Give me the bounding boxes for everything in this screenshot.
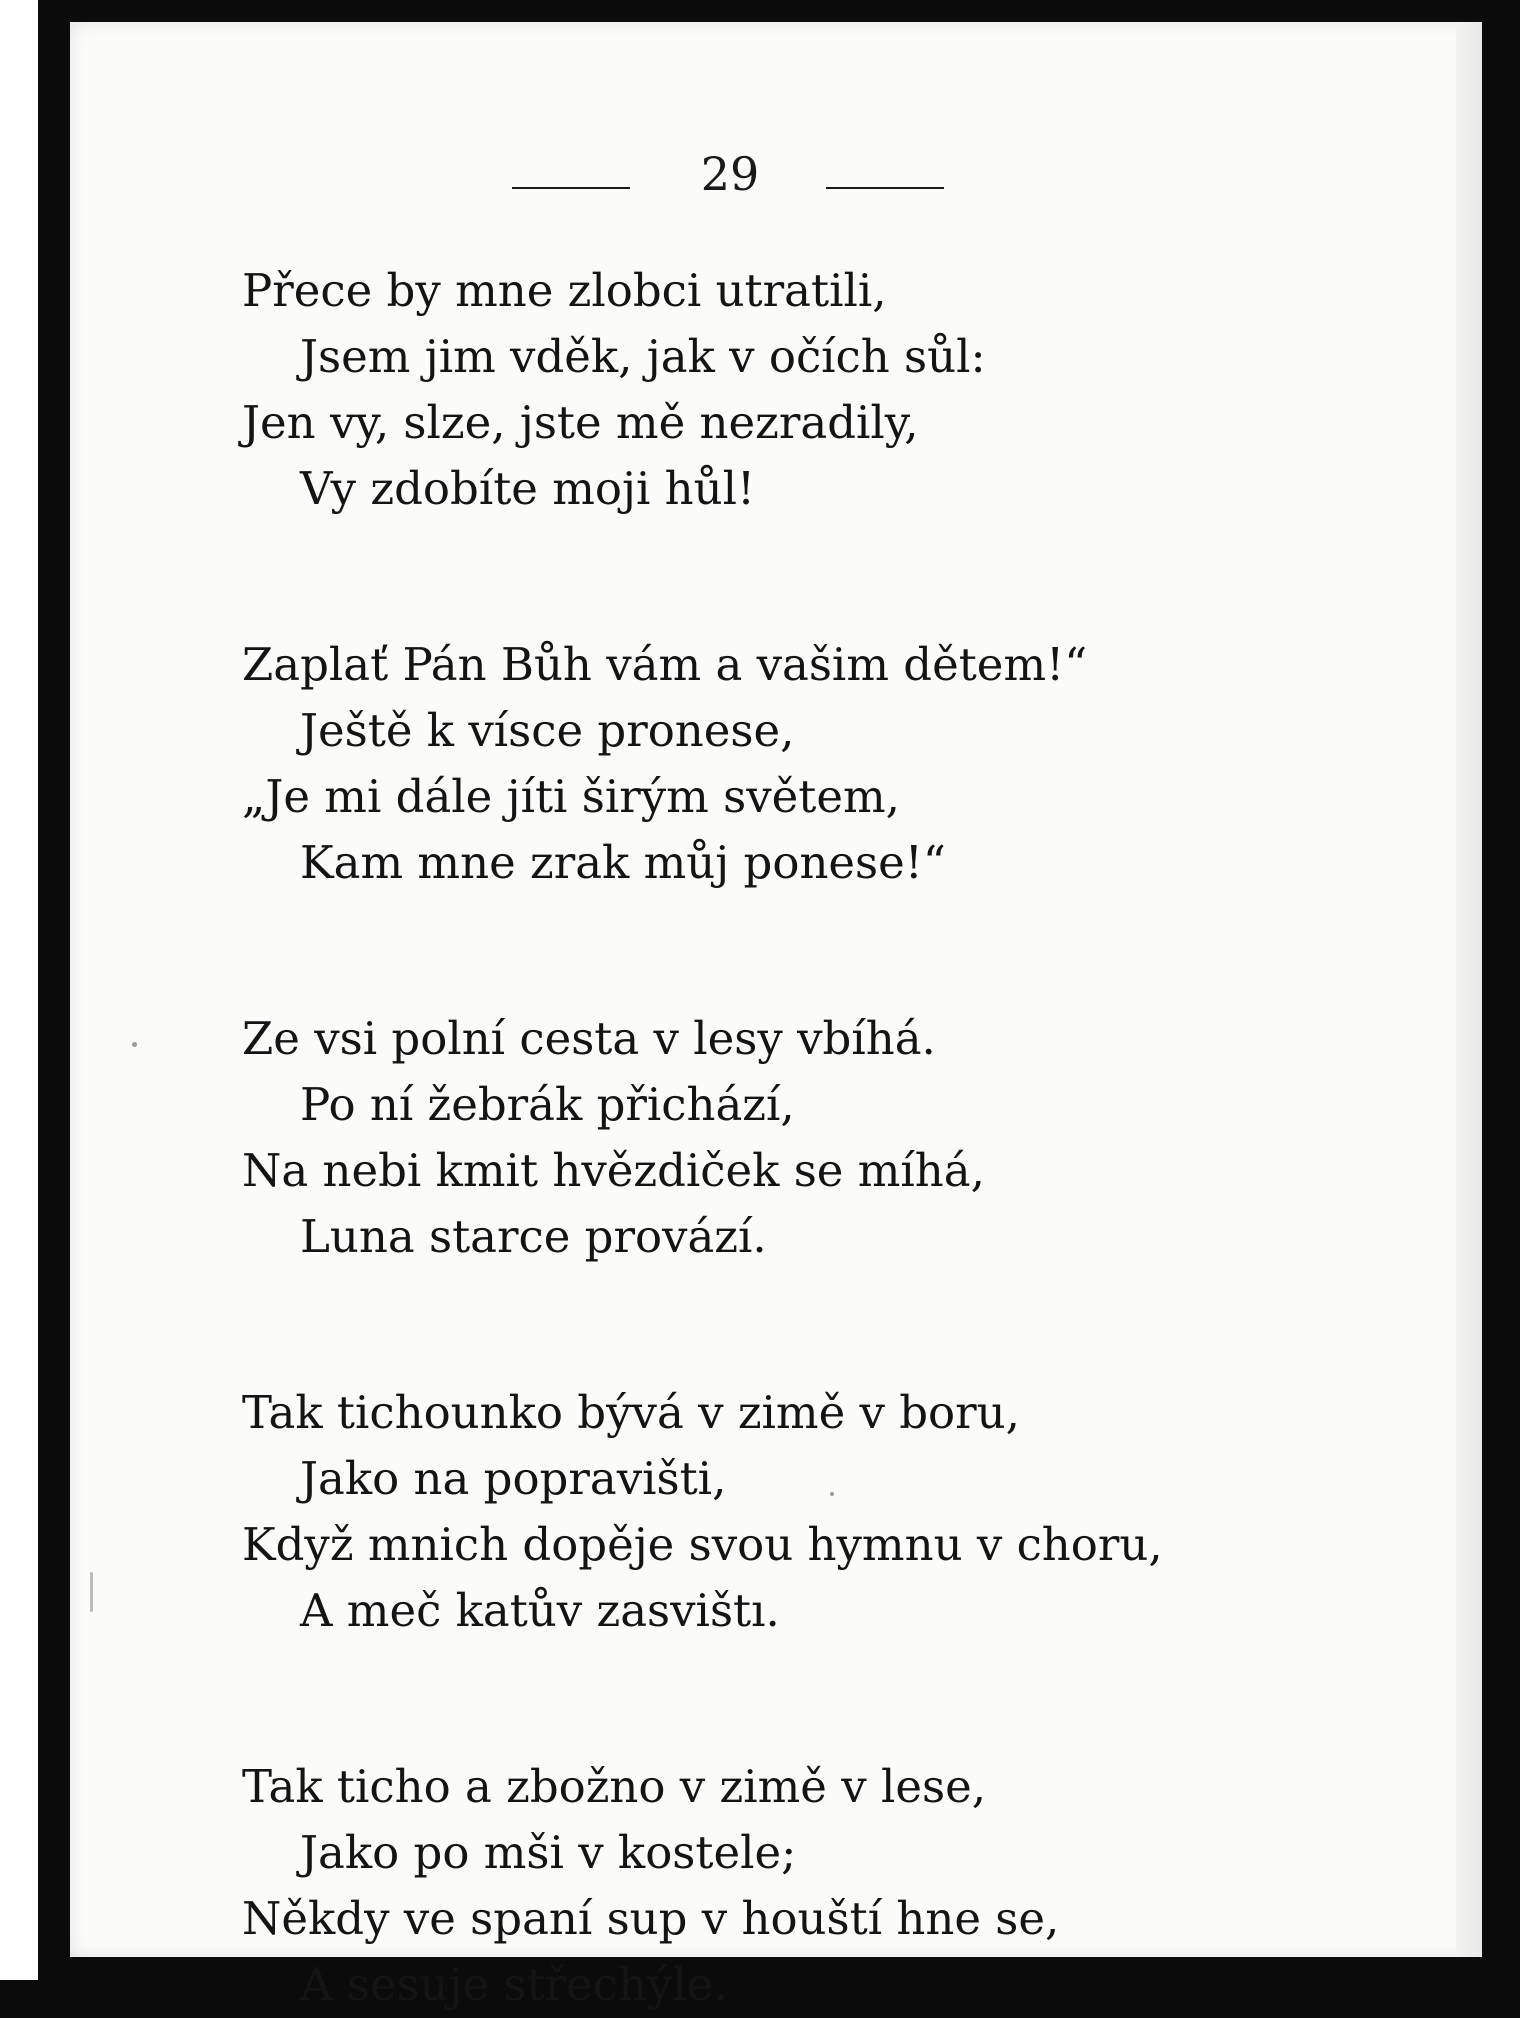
page-number: 29 xyxy=(700,147,760,201)
stanza xyxy=(242,1006,1422,1270)
page-gutter-shadow xyxy=(1456,22,1482,1957)
paper-speck xyxy=(90,1572,93,1612)
verse-line: Luna starce provází. xyxy=(300,1210,767,1263)
verse-line: A meč katův zasvištı. xyxy=(300,1584,780,1637)
verse-line: Jen vy, slze, jste mě nezradily, xyxy=(242,396,919,449)
stanza xyxy=(242,1380,1422,1644)
stanza xyxy=(242,258,1422,522)
page-header xyxy=(70,144,1482,204)
verse-line: Jsem jim vděk, jak v očích sůl: xyxy=(300,330,986,383)
book-page xyxy=(70,22,1482,2011)
verse-line: Tak tichounko bývá v zimě v boru, xyxy=(242,1386,1020,1439)
poem-text xyxy=(242,258,1422,2018)
verse-line: Jako po mši v kostele; xyxy=(300,1826,797,1879)
verse-line: Tak ticho a zbožno v zimě v lese, xyxy=(242,1760,987,1813)
verse-line: Vy zdobíte moji hůl! xyxy=(300,462,756,515)
scan-left-margin xyxy=(0,0,38,1980)
verse-line: Po ní žebrák přichází, xyxy=(300,1078,795,1131)
verse-line: Zaplať Pán Bůh vám a vašim dětem!“ xyxy=(242,638,1088,691)
header-rule-right xyxy=(826,187,944,189)
stanza xyxy=(242,632,1422,896)
verse-line: Ze vsi polní cesta v lesy vbíhá. xyxy=(242,1012,936,1065)
verse-line: Jako na popravišti, xyxy=(300,1452,727,1505)
verse-line: Ještě k vísce pronese, xyxy=(300,704,795,757)
verse-line: „Je mi dále jíti širým světem, xyxy=(242,770,900,823)
header-rule-left xyxy=(512,187,630,189)
paper-speck xyxy=(132,1042,137,1047)
verse-line: A sesuje střechýle. xyxy=(300,1958,728,2011)
paper-speck xyxy=(830,1492,834,1496)
verse-line: Když mnich dopěje svou hymnu v choru, xyxy=(242,1518,1163,1571)
verse-line: Kam mne zrak můj ponese!“ xyxy=(300,836,946,889)
verse-line: Přece by mne zlobci utratili, xyxy=(242,264,887,317)
stanza xyxy=(242,1754,1422,2018)
verse-line: Někdy ve spaní sup v houští hne se, xyxy=(242,1892,1060,1945)
verse-line: Na nebi kmit hvězdiček se míhá, xyxy=(242,1144,985,1197)
